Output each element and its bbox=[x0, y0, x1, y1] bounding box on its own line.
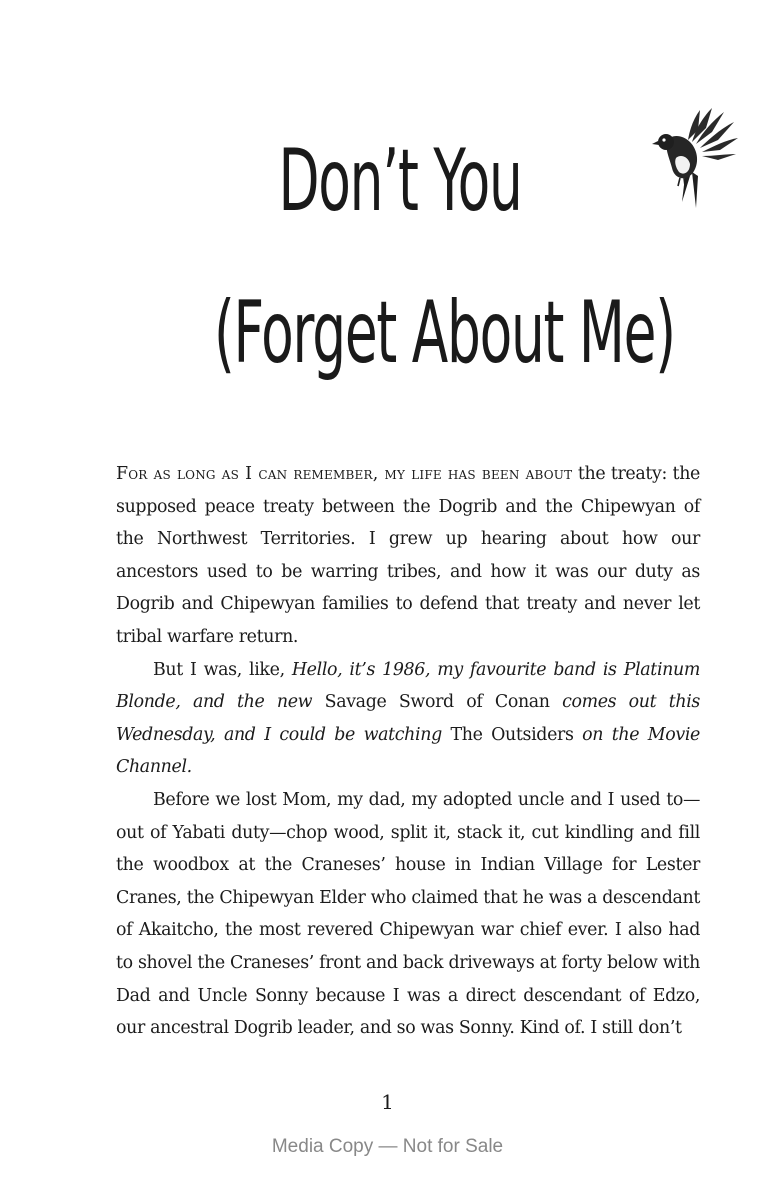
paragraph-2-italic-c: on the Movie Channel. bbox=[116, 724, 700, 778]
chapter-body-text bbox=[116, 458, 700, 1045]
chapter-title-line-1: Don’t You bbox=[278, 131, 522, 231]
paragraph-2-text-b: Savage Sword of Conan bbox=[324, 692, 550, 713]
paragraph-2-italic-a: Hello, it’s 1986, my favourite band is Platinum Blonde, and the new bbox=[116, 659, 700, 713]
paragraph-3: Before we lost Mom, my dad, my adopted uncle and I used to—out of Yabati duty—chop wood, split it, stack it, cut kindling and fill the woodbox at the Craneses’ house in Indian Village for Lester Cranes, the Chipewyan Elder who claimed that he was a descendant of Akaitcho, the most revered Chipewyan war chief ever. I also had to shovel the Craneses’ front and back driveways at forty below with Dad and Uncle Sonny because I was a direct descendant of Edzo, our ancestral Dogrib leader, and so was Sonny. Kind of. I still don’t bbox=[116, 789, 700, 1039]
paragraph-2-text-c: The Outsiders bbox=[450, 724, 574, 745]
chapter-title-line-2: (Forget About Me) bbox=[214, 283, 675, 383]
paragraph-2 bbox=[116, 654, 700, 784]
opening-small-caps: For as long as I can remember, my life has been about bbox=[116, 464, 573, 484]
media-copy-watermark: Media Copy — Not for Sale bbox=[271, 1136, 504, 1157]
paragraph-2-italic-b: comes out this Wednesday, and I could be watching bbox=[116, 692, 700, 745]
paragraph-1 bbox=[116, 458, 700, 654]
page-number: 1 bbox=[381, 1090, 394, 1114]
magpie-bird-icon bbox=[652, 98, 742, 210]
paragraph-2-text-a: But I was, like, bbox=[153, 659, 292, 680]
paragraph-1-text: the treaty: the supposed peace treaty between the Dogrib and the Chipewyan of the Northwest Territories. I grew up hearing about how our ancestors used to be warring tribes, and how it was our duty as Dogrib and Chipewyan families to defend that treaty and never let tribal warfare return. bbox=[116, 464, 700, 647]
